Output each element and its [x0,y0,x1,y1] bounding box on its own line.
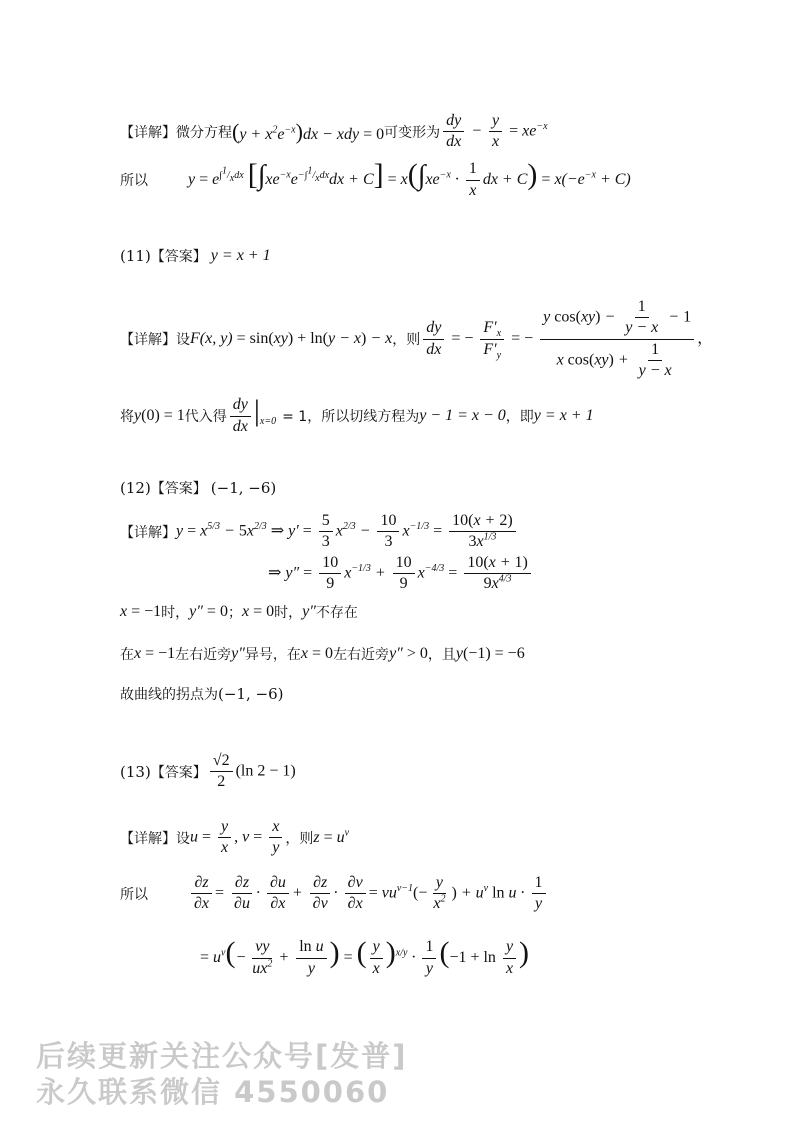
formula-second-derivative: ⇒ y″ = $\frac{10}{9}$ $x^{-1/3}$ + $\frac{10}{9}$ $x^{-4/3}$ = $\frac{10(x + 1)}{9x^{4/3}}$ [268,554,534,594]
detail-line-2 [120,160,631,200]
text: 代入得 [184,409,227,426]
formula: x = −1 [120,603,162,620]
formula: x = 0 [300,645,334,662]
formula-first-derivative: $y = x^{5/3} - 5x^{2/3}$ ⇒ y′ = $\frac{5}{3}$ $x^{2/3}$ − $\frac{10}{3}$ $x^{-1/3}$ = $\frac{10(x + 2)}{3x^{1/3}}$ [176,512,519,552]
text: 不存在 [315,605,358,621]
formula: x = 0 [241,603,275,620]
text: ，且 [427,647,456,663]
text: 故曲线的拐点为 [120,687,218,703]
detail-label: 【详解】 [120,124,176,141]
formula-z: $z = u^v$ [313,827,350,846]
q13-result-line [200,938,529,978]
formula: y″ [302,603,316,620]
inflection-point: (−1, −6) [218,685,284,703]
text: 时， [161,605,190,621]
formula-solution: $y = e^{\int^1/_xdx}$ $[\int xe^{-x}e^{-\int^1/_xdx}dx + C] = x(\int xe^{-x}$ · $\frac{1}{x}$ dx + $C) = x(-e^{-x} + C)$ [188,158,631,199]
formula: y″ > 0 [389,645,428,662]
text: 可变形为 [384,124,441,141]
q12-detail-line-1 [120,512,519,552]
q13-partial-line [120,874,549,914]
formula-substitution: u = $\frac{y}{x}$ , v = $\frac{x}{y}$ [190,818,285,858]
text: 左右近旁 [175,647,232,663]
result-equation: y = x + 1 [533,407,594,425]
q11-answer-line [120,246,271,266]
formula-initial: y(0) = 1 [134,407,185,425]
formula: x = −1 [134,645,176,662]
text: 所以 [120,173,148,190]
detail-label: 【详解】 [120,830,176,847]
text: ，则 [392,332,421,349]
text: ，即 [505,409,534,426]
q12-answer-line [120,478,276,498]
text: ； [227,605,242,621]
text: ，则 [285,830,314,847]
text: 异号，在 [244,647,301,663]
watermark-line-1: 后续更新关注公众号[发普] [36,1039,408,1073]
answer-label: 【答案】 [150,249,207,265]
watermark-line-2: 永久联系微信 4550060 [36,1075,390,1109]
formula-F: F(x, y) = sin(xy) + ln(y − x) − x [190,330,393,348]
q11-substitute-line [120,396,594,436]
text: 时， [274,605,303,621]
formula: y(−1) = −6 [455,645,525,662]
detail-line-1 [120,112,548,152]
formula: y″ = 0 [189,603,228,620]
q13-answer-line [120,752,296,792]
formula-eval: $\frac{dy}{dx}$ $|_{x=0}$ [227,396,276,436]
answer-label: 【答案】 [150,481,207,497]
formula-derivative: $\frac{dy}{dx}$ = − $\frac{F'_x}{F'_y}$ = − y cos(xy) − $\frac{1}{y - x}$ − 1 x cos(xy) + $\frac{1}{y - x}$ ， [420,298,713,381]
answer-value: (−1, −6) [210,479,277,497]
formula-partial: $\frac{\partial z}{\partial x}$ = $\frac{\partial z}{\partial u}$ · $\frac{\partial u}{\partial x}$ + $\frac{\partial z}{\partial v}$ · $\frac{\partial v}{\partial x}$ = $vu^{v-1}(-$ $\frac{y}{x^2}$ ) + $u^v$ ln u · $\frac{1}{y}$ [188,874,549,914]
q12-detail-line-2 [268,554,534,594]
q11-detail-line [120,298,713,381]
text: 设 [176,332,190,349]
q12-conclusion-line [120,684,283,704]
text: = 1，所以切线方程为 [282,409,420,426]
question-number: (13) [120,762,151,781]
answer-value: y = x + 1 [210,247,271,264]
answer-value: $\frac{√2}{2}$ (ln 2 − 1) [207,752,296,792]
question-number: (12) [120,479,151,497]
text: 左右近旁 [333,647,390,663]
detail-label: 【详解】 [120,524,176,541]
question-number: (11) [120,247,151,265]
text: 微分方程 [176,124,232,141]
tangent-equation: y − 1 = x − 0 [419,407,506,425]
q12-sign-line [120,644,525,664]
formula: y″ [231,645,245,662]
detail-label: 【详解】 [120,332,176,349]
text: 所以 [120,886,148,903]
text: 设 [176,830,190,847]
formula-ode: $(y + x^2e^{-x})dx$ − xdy = 0 [232,118,385,144]
formula-result: = $u^v(-$ $\frac{vy}{ux^2}$ + $\frac{\text{ln u}}{y}$ ) = ( $\frac{y}{x}$ )$^{x/y}$ · $\frac{1}{y}$ (−1 + ln $\frac{y}{x}$ ) [200,936,530,977]
text: 在 [120,647,134,663]
text: 将 [120,409,134,426]
answer-label: 【答案】 [150,764,207,781]
q12-conditions-line [120,602,358,622]
formula-linear: $\frac{dy}{dx}$ − $\frac{y}{x}$ = $xe^{-x}$ [440,112,547,152]
q13-detail-line [120,818,349,858]
